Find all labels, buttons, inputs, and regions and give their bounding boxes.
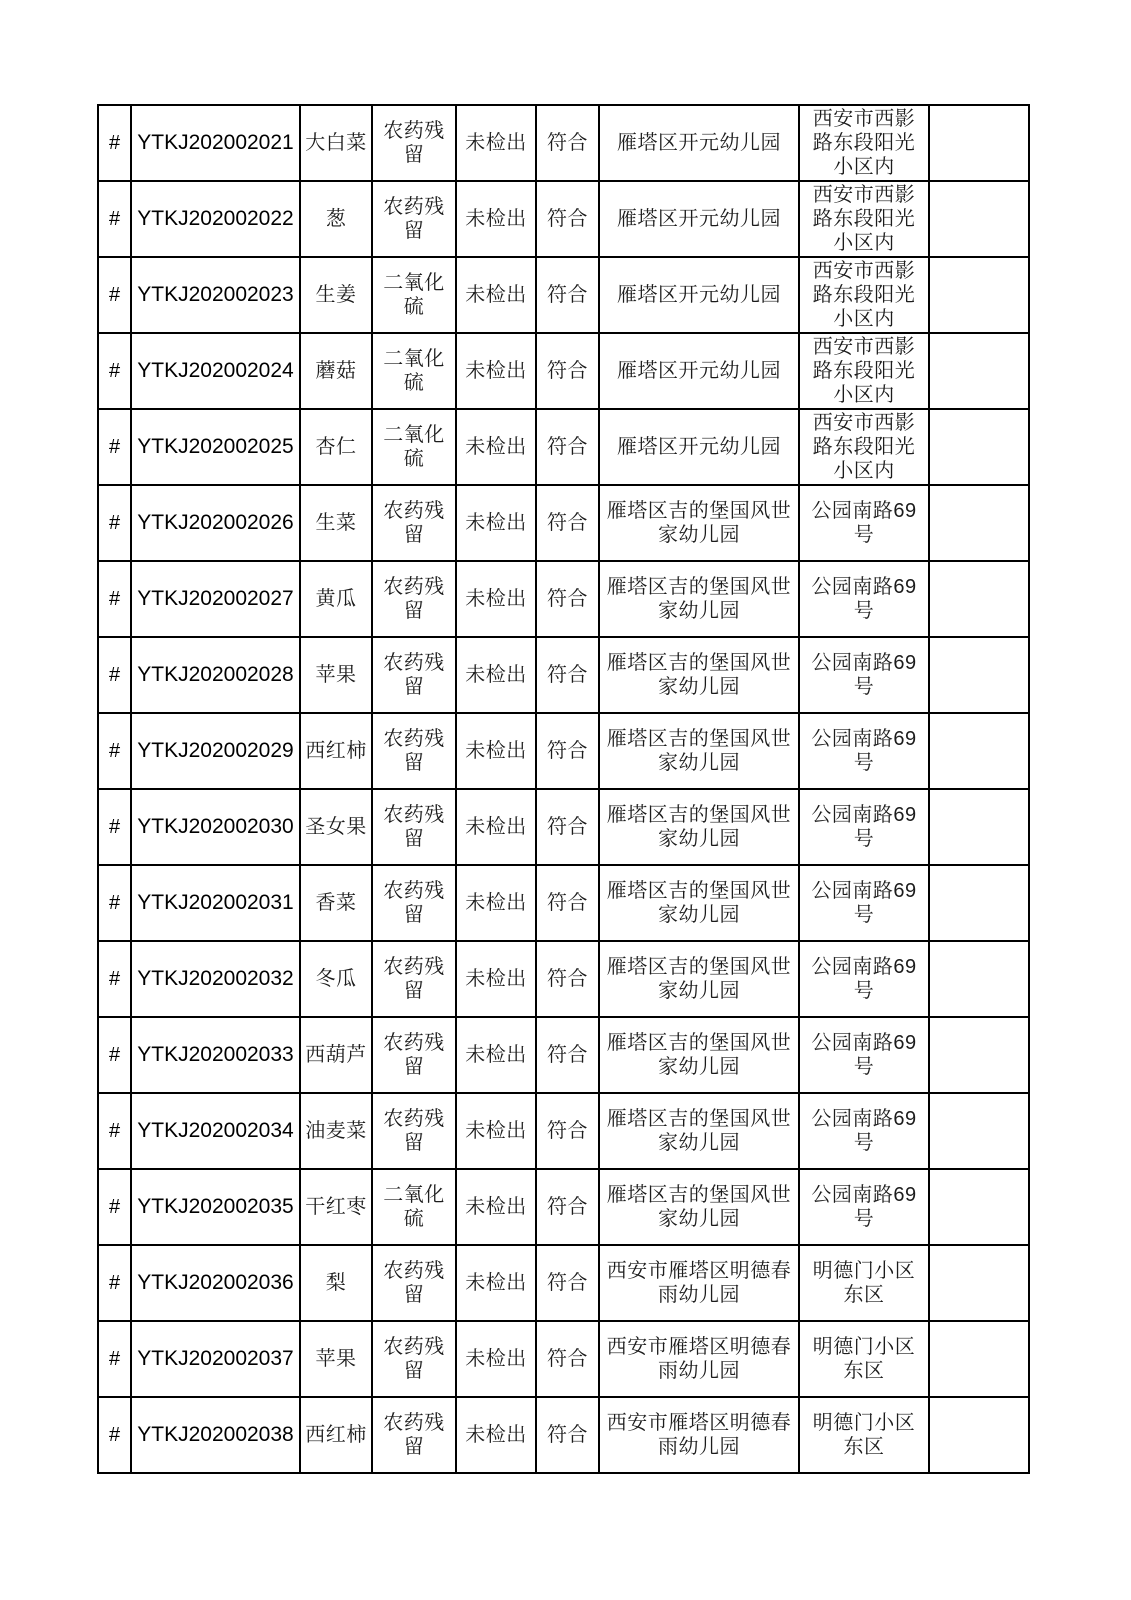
cell-sample-name: 梨: [300, 1245, 372, 1321]
cell-conclusion: 符合: [536, 105, 599, 181]
cell-sample-id: YTKJ202002036: [131, 1245, 300, 1321]
cell-marker: #: [98, 105, 131, 181]
cell-sampled-org: 雁塔区吉的堡国风世家幼儿园: [599, 561, 799, 637]
cell-result: 未检出: [456, 1397, 536, 1473]
cell-result: 未检出: [456, 713, 536, 789]
cell-test-item: 农药残留: [372, 181, 456, 257]
cell-conclusion: 符合: [536, 789, 599, 865]
cell-conclusion: 符合: [536, 181, 599, 257]
cell-test-item: 农药残留: [372, 789, 456, 865]
cell-blank: [929, 257, 1029, 333]
cell-test-item: 农药残留: [372, 561, 456, 637]
cell-blank: [929, 637, 1029, 713]
cell-sample-name: 黄瓜: [300, 561, 372, 637]
cell-sampled-org: 西安市雁塔区明德春雨幼儿园: [599, 1321, 799, 1397]
cell-sample-id: YTKJ202002035: [131, 1169, 300, 1245]
cell-conclusion: 符合: [536, 865, 599, 941]
cell-sample-name: 西红柿: [300, 713, 372, 789]
cell-sample-id: YTKJ202002029: [131, 713, 300, 789]
cell-sample-name: 杏仁: [300, 409, 372, 485]
cell-sample-id: YTKJ202002025: [131, 409, 300, 485]
cell-sample-id: YTKJ202002031: [131, 865, 300, 941]
cell-sample-name: 苹果: [300, 1321, 372, 1397]
cell-sampled-org: 雁塔区开元幼儿园: [599, 257, 799, 333]
cell-result: 未检出: [456, 257, 536, 333]
cell-sampled-org: 雁塔区吉的堡国风世家幼儿园: [599, 1093, 799, 1169]
cell-conclusion: 符合: [536, 637, 599, 713]
cell-test-item: 农药残留: [372, 1245, 456, 1321]
table-row: [98, 333, 1029, 409]
cell-blank: [929, 561, 1029, 637]
cell-conclusion: 符合: [536, 941, 599, 1017]
table-row: [98, 1397, 1029, 1473]
cell-blank: [929, 865, 1029, 941]
cell-sample-id: YTKJ202002032: [131, 941, 300, 1017]
cell-test-item: 二氧化硫: [372, 333, 456, 409]
cell-sample-id: YTKJ202002021: [131, 105, 300, 181]
cell-sample-id: YTKJ202002027: [131, 561, 300, 637]
cell-marker: #: [98, 561, 131, 637]
cell-result: 未检出: [456, 637, 536, 713]
table-row: [98, 865, 1029, 941]
cell-test-item: 农药残留: [372, 485, 456, 561]
cell-blank: [929, 333, 1029, 409]
cell-test-item: 二氧化硫: [372, 1169, 456, 1245]
cell-result: 未检出: [456, 485, 536, 561]
cell-address: 西安市西影路东段阳光小区内: [799, 105, 929, 181]
cell-address: 西安市西影路东段阳光小区内: [799, 181, 929, 257]
cell-test-item: 农药残留: [372, 105, 456, 181]
cell-test-item: 农药残留: [372, 1093, 456, 1169]
table-row: [98, 561, 1029, 637]
cell-conclusion: 符合: [536, 1093, 599, 1169]
cell-sampled-org: 雁塔区开元幼儿园: [599, 181, 799, 257]
cell-result: 未检出: [456, 409, 536, 485]
cell-conclusion: 符合: [536, 257, 599, 333]
cell-blank: [929, 713, 1029, 789]
table-row: [98, 105, 1029, 181]
cell-marker: #: [98, 1245, 131, 1321]
cell-blank: [929, 1169, 1029, 1245]
cell-marker: #: [98, 941, 131, 1017]
cell-sampled-org: 雁塔区吉的堡国风世家幼儿园: [599, 713, 799, 789]
cell-result: 未检出: [456, 1245, 536, 1321]
cell-sampled-org: 西安市雁塔区明德春雨幼儿园: [599, 1245, 799, 1321]
cell-marker: #: [98, 865, 131, 941]
cell-marker: #: [98, 789, 131, 865]
table-body: [98, 105, 1029, 1473]
table-row: [98, 409, 1029, 485]
cell-address: 西安市西影路东段阳光小区内: [799, 409, 929, 485]
cell-result: 未检出: [456, 1169, 536, 1245]
cell-address: 公园南路69号: [799, 865, 929, 941]
cell-sampled-org: 雁塔区开元幼儿园: [599, 105, 799, 181]
cell-blank: [929, 1397, 1029, 1473]
table-row: [98, 637, 1029, 713]
table-row: [98, 941, 1029, 1017]
cell-address: 明德门小区东区: [799, 1397, 929, 1473]
table-row: [98, 1017, 1029, 1093]
cell-address: 公园南路69号: [799, 561, 929, 637]
cell-marker: #: [98, 409, 131, 485]
cell-sample-id: YTKJ202002023: [131, 257, 300, 333]
cell-result: 未检出: [456, 181, 536, 257]
cell-sample-id: YTKJ202002033: [131, 1017, 300, 1093]
cell-conclusion: 符合: [536, 561, 599, 637]
cell-sample-id: YTKJ202002022: [131, 181, 300, 257]
cell-marker: #: [98, 1321, 131, 1397]
table-row: [98, 485, 1029, 561]
cell-result: 未检出: [456, 865, 536, 941]
cell-blank: [929, 485, 1029, 561]
cell-sampled-org: 雁塔区吉的堡国风世家幼儿园: [599, 1169, 799, 1245]
cell-blank: [929, 105, 1029, 181]
cell-address: 西安市西影路东段阳光小区内: [799, 333, 929, 409]
table-row: [98, 1245, 1029, 1321]
cell-address: 西安市西影路东段阳光小区内: [799, 257, 929, 333]
cell-sampled-org: 雁塔区开元幼儿园: [599, 409, 799, 485]
cell-blank: [929, 1017, 1029, 1093]
cell-sample-name: 西葫芦: [300, 1017, 372, 1093]
cell-marker: #: [98, 637, 131, 713]
cell-marker: #: [98, 181, 131, 257]
cell-conclusion: 符合: [536, 333, 599, 409]
cell-address: 明德门小区东区: [799, 1321, 929, 1397]
cell-sample-name: 冬瓜: [300, 941, 372, 1017]
cell-test-item: 农药残留: [372, 865, 456, 941]
cell-sample-name: 油麦菜: [300, 1093, 372, 1169]
inspection-results-table-wrap: [97, 104, 1030, 1474]
cell-sampled-org: 雁塔区吉的堡国风世家幼儿园: [599, 637, 799, 713]
cell-marker: #: [98, 713, 131, 789]
cell-test-item: 二氧化硫: [372, 409, 456, 485]
cell-sampled-org: 雁塔区吉的堡国风世家幼儿园: [599, 941, 799, 1017]
cell-sampled-org: 雁塔区吉的堡国风世家幼儿园: [599, 1017, 799, 1093]
cell-result: 未检出: [456, 941, 536, 1017]
cell-address: 公园南路69号: [799, 1093, 929, 1169]
cell-sample-id: YTKJ202002034: [131, 1093, 300, 1169]
cell-sample-name: 大白菜: [300, 105, 372, 181]
cell-conclusion: 符合: [536, 1017, 599, 1093]
cell-sampled-org: 雁塔区吉的堡国风世家幼儿园: [599, 865, 799, 941]
table-row: [98, 1169, 1029, 1245]
cell-address: 公园南路69号: [799, 941, 929, 1017]
cell-sampled-org: 雁塔区吉的堡国风世家幼儿园: [599, 485, 799, 561]
cell-conclusion: 符合: [536, 1321, 599, 1397]
cell-test-item: 二氧化硫: [372, 257, 456, 333]
cell-blank: [929, 941, 1029, 1017]
cell-result: 未检出: [456, 789, 536, 865]
cell-sample-id: YTKJ202002037: [131, 1321, 300, 1397]
cell-test-item: 农药残留: [372, 637, 456, 713]
cell-marker: #: [98, 1397, 131, 1473]
cell-blank: [929, 1321, 1029, 1397]
cell-result: 未检出: [456, 1093, 536, 1169]
cell-blank: [929, 789, 1029, 865]
cell-sample-name: 蘑菇: [300, 333, 372, 409]
cell-test-item: 农药残留: [372, 941, 456, 1017]
table-row: [98, 1093, 1029, 1169]
cell-address: 公园南路69号: [799, 1017, 929, 1093]
cell-conclusion: 符合: [536, 1397, 599, 1473]
cell-sample-name: 香菜: [300, 865, 372, 941]
cell-result: 未检出: [456, 1017, 536, 1093]
cell-marker: #: [98, 1017, 131, 1093]
cell-blank: [929, 1093, 1029, 1169]
cell-marker: #: [98, 1093, 131, 1169]
cell-address: 公园南路69号: [799, 789, 929, 865]
cell-sample-name: 西红柿: [300, 1397, 372, 1473]
cell-result: 未检出: [456, 105, 536, 181]
cell-marker: #: [98, 1169, 131, 1245]
cell-sample-name: 圣女果: [300, 789, 372, 865]
cell-sample-name: 干红枣: [300, 1169, 372, 1245]
cell-sample-id: YTKJ202002038: [131, 1397, 300, 1473]
cell-address: 公园南路69号: [799, 637, 929, 713]
table-row: [98, 1321, 1029, 1397]
cell-result: 未检出: [456, 1321, 536, 1397]
cell-address: 明德门小区东区: [799, 1245, 929, 1321]
cell-blank: [929, 181, 1029, 257]
cell-conclusion: 符合: [536, 1245, 599, 1321]
cell-sample-name: 葱: [300, 181, 372, 257]
table-row: [98, 789, 1029, 865]
cell-sample-id: YTKJ202002028: [131, 637, 300, 713]
cell-sampled-org: 雁塔区开元幼儿园: [599, 333, 799, 409]
cell-sample-name: 苹果: [300, 637, 372, 713]
cell-sampled-org: 西安市雁塔区明德春雨幼儿园: [599, 1397, 799, 1473]
cell-marker: #: [98, 333, 131, 409]
cell-sample-name: 生姜: [300, 257, 372, 333]
cell-test-item: 农药残留: [372, 1321, 456, 1397]
cell-marker: #: [98, 257, 131, 333]
cell-sample-id: YTKJ202002024: [131, 333, 300, 409]
table-row: [98, 181, 1029, 257]
cell-address: 公园南路69号: [799, 713, 929, 789]
table-row: [98, 257, 1029, 333]
cell-conclusion: 符合: [536, 713, 599, 789]
cell-address: 公园南路69号: [799, 1169, 929, 1245]
cell-conclusion: 符合: [536, 1169, 599, 1245]
table-row: [98, 713, 1029, 789]
cell-sample-id: YTKJ202002026: [131, 485, 300, 561]
cell-result: 未检出: [456, 561, 536, 637]
cell-sample-name: 生菜: [300, 485, 372, 561]
cell-test-item: 农药残留: [372, 713, 456, 789]
cell-marker: #: [98, 485, 131, 561]
inspection-results-table: [97, 104, 1030, 1474]
cell-sampled-org: 雁塔区吉的堡国风世家幼儿园: [599, 789, 799, 865]
cell-blank: [929, 409, 1029, 485]
cell-conclusion: 符合: [536, 485, 599, 561]
cell-result: 未检出: [456, 333, 536, 409]
cell-conclusion: 符合: [536, 409, 599, 485]
cell-sample-id: YTKJ202002030: [131, 789, 300, 865]
cell-test-item: 农药残留: [372, 1397, 456, 1473]
cell-test-item: 农药残留: [372, 1017, 456, 1093]
cell-blank: [929, 1245, 1029, 1321]
cell-address: 公园南路69号: [799, 485, 929, 561]
